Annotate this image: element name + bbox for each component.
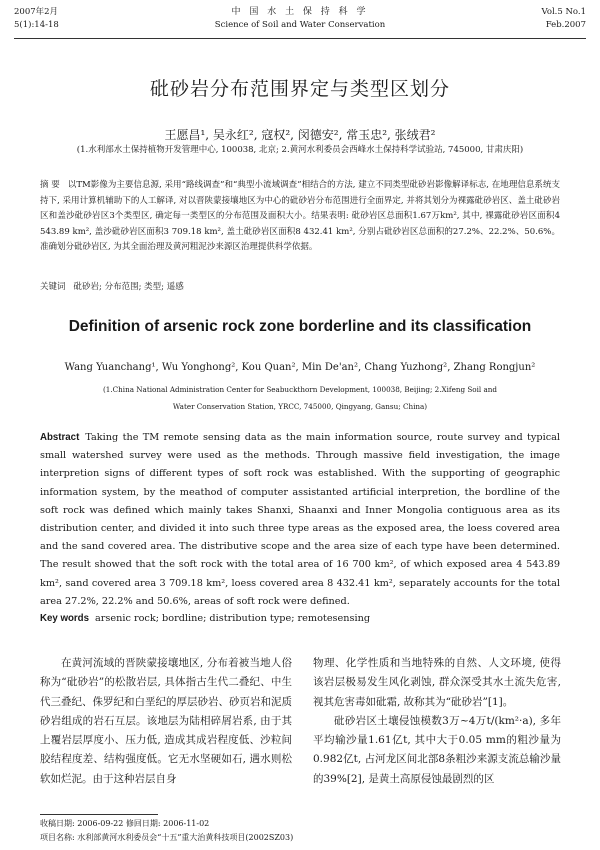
body-column-left <box>40 654 292 789</box>
affiliation-en-line1: (1.China National Administration Center for Seabuckthorn Development, 100038, Beijing; 2.Xifeng Soil and <box>102 385 498 394</box>
running-header <box>14 6 586 40</box>
keywords-en-label: Key words <box>40 613 89 624</box>
paper-title-cn: 砒砂岩分布范围界定与类型区划分 <box>149 78 450 100</box>
abstract-cn-text: 以TM影像为主要信息源, 采用“路线调查”和“典型小流域调查”相结合的方法, 建立不同类型砒砂岩影像解译标志, 在地理信息系统支持下, 采用计算机辅助下的人工解译, 对以晋陕蒙接壤地区为中心的砒砂岩分布范围进行全面界定, 并将其划分为裸露砒砂岩区、盖土砒砂岩区和盖沙砒砂岩区3个类型区, 确定每一类型区的分布范围及面积大小。结果表明: 砒砂岩区总面积1.67万km², 其中, 裸露砒砂岩区面积4 543.89 km², 盖沙砒砂岩区面积3 709.18 km², 盖土砒砂岩区面积8 432.41 km², 分别占砒砂岩区总面积的27.2%、22.2%、50.6%。准确划分砒砂岩区, 为其全面治理及黄河粗泥沙来源区治理提供科学依据。 <box>40 180 561 252</box>
keywords-cn-text: 砒砂岩; 分布范围; 类型; 遥感 <box>73 282 184 292</box>
volume-info <box>541 6 586 32</box>
footnote-divider <box>40 814 158 815</box>
affiliation-cn: (1.水利部水土保持植物开发管理中心, 100038, 北京; 2.黄河水利委员会西峰水土保持科学试验站, 745000, 甘肃庆阳) <box>76 145 524 155</box>
journal-name-en: Science of Soil and Water Conservation <box>214 20 386 30</box>
journal-name <box>14 6 586 32</box>
keywords-cn-label: 关键词 <box>40 282 66 292</box>
abstract-en-label: Abstract <box>40 432 80 443</box>
abstract-cn-label: 摘 要 <box>40 180 60 190</box>
authors-cn: 王愿昌¹, 吴永红², 寇权², 闵德安², 常玉忠², 张绒君² <box>164 128 436 142</box>
volume-number: Vol.5 No.1 <box>541 7 586 17</box>
body-paragraph: 砒砂岩区土壤侵蚀模数3万~4万t/(km²·a), 多年平均输沙量1.61亿t, 其中大于0.05 mm的粗沙量为0.982亿t, 占河龙区间北部8条粗沙来源支流总输沙量的39%[2], 是黄土高原侵蚀最剧烈的区 <box>313 714 561 785</box>
paper-title-en: Definition of arsenic rock zone borderline and its classification <box>68 318 532 335</box>
volume-date: Feb.2007 <box>545 20 586 30</box>
affiliation-en-line2: Water Conservation Station, YRCC, 745000, Qingyang, Gansu; China) <box>172 402 428 411</box>
body-paragraph: 物理、化学性质和当地特殊的自然、人文环境, 使得该岩层极易发生风化剥蚀, 群众深受其水土流失危害, 视其危害毒如砒霜, 故称其为“砒砂岩”[1]。 <box>313 657 561 708</box>
keywords-en <box>40 613 560 624</box>
authors-en: Wang Yuanchang¹, Wu Yonghong², Kou Quan², Min De'an², Chang Yuzhong², Zhang Rongjun² <box>64 362 536 373</box>
abstract-en-text: Taking the TM remote sensing data as the main information source, route survey and typical small watershed survey were used as the methods. Through massive field investigation, the image interpretion signs of different types of soft rock was established. With the supporting of geographic information system, by the meathod of computer assistanted artificial interpretion, the bordline of the soft rock was defined which mainly takes Shanxi, Shaanxi and Inner Mongolia contiguous area as its distribution center, and divided it into such three type areas as the exposed area, the loess covered area and the sand covered area. The distributive scope and the area size of each type have been determined. The result showed that the soft rock with the total area of 16 700 km², of which exposed area 4 543.89 km², sand covered area 3 709.18 km², loess covered area 8 432.41 km², separately accounts for the total area 27.2%, 22.2% and 50.6%, areas of soft rock were defined. <box>40 432 560 607</box>
abstract-cn <box>40 178 560 256</box>
keywords-cn <box>40 280 560 292</box>
body-paragraph: 在黄河流域的晋陕蒙接壤地区, 分布着被当地人俗称为“砒砂岩”的松散岩层, 具体指古生代二叠纪、中生代三叠纪、侏罗纪和白垩纪的厚层砂岩、砂页岩和泥质砂岩组成的岩石互层。该地层为陆相碎屑岩系, 由于其上覆岩层厚度小、压力低, 造成其成岩程度低、沙粒间胶结程度差、结构强度低。它无水坚硬如石, 遇水则松软如烂泥。由于这种岩层自身 <box>40 657 292 785</box>
body-column-right <box>313 654 561 789</box>
affiliation-en <box>0 381 600 415</box>
issue-date: 2007年2月 <box>14 7 59 17</box>
keywords-en-text: arsenic rock; bordline; distribution type; remotesensing <box>95 613 371 624</box>
footnote-dates: 收稿日期: 2006-09-22 修回日期: 2006-11-02 <box>40 819 210 828</box>
abstract-en <box>40 429 560 611</box>
issue-pages: 5(1):14-18 <box>14 20 59 30</box>
journal-name-cn: 中 国 水 土 保 持 科 学 <box>231 7 369 17</box>
header-divider <box>14 38 586 39</box>
footnotes <box>40 817 560 844</box>
footnote-project: 项目名称: 水利部黄河水利委员会“十五”重大治黄科技项目(2002SZ03) <box>40 832 294 842</box>
